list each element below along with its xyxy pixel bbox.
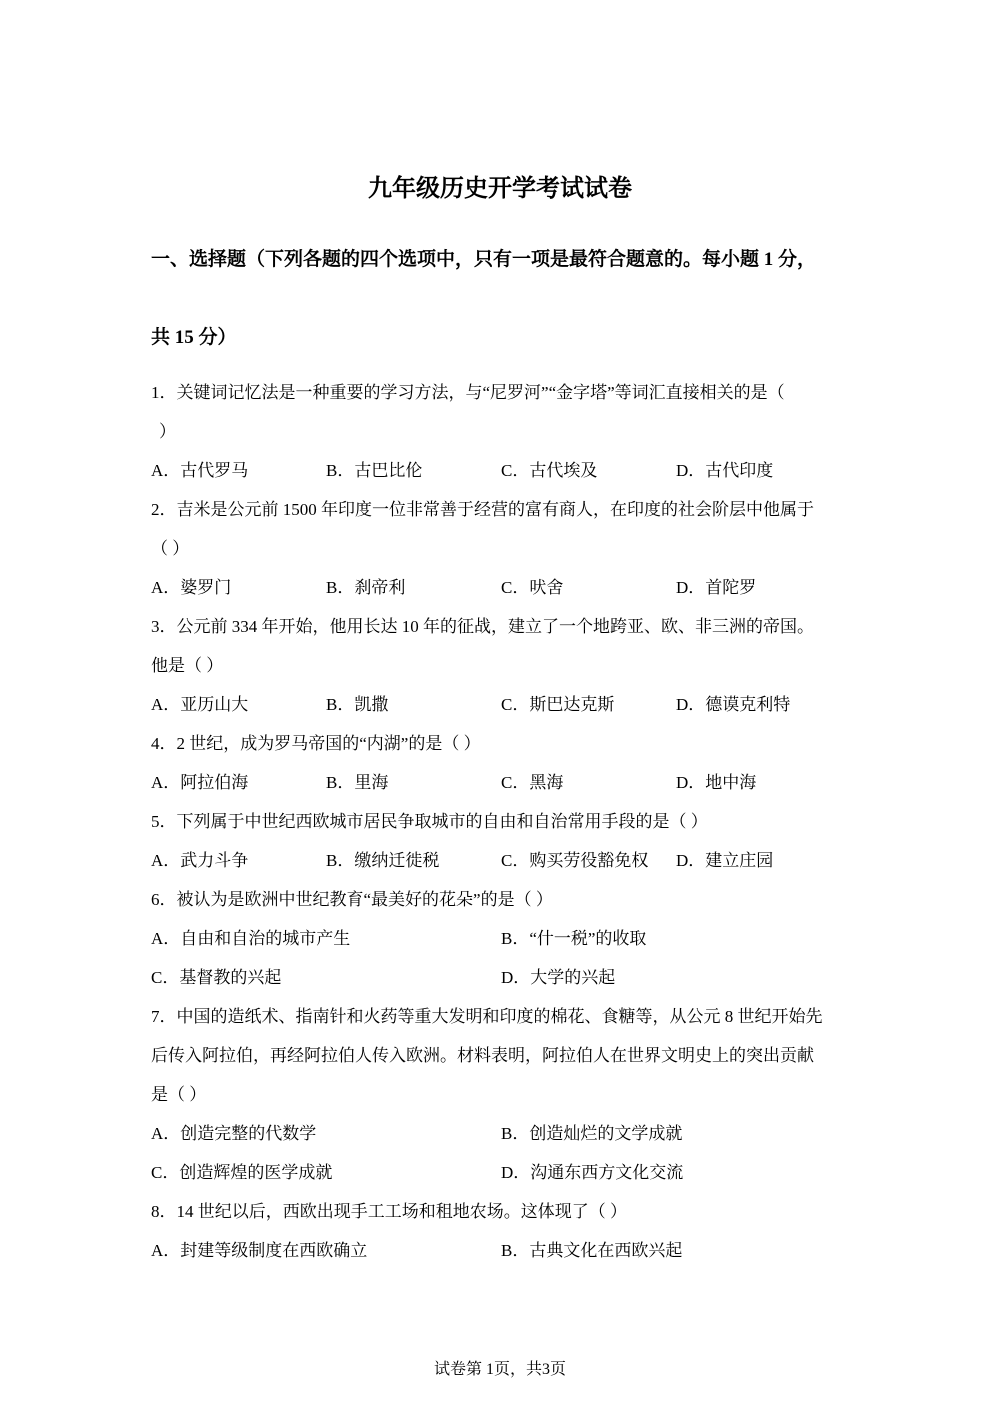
option-b: B．古巴比伦 xyxy=(326,461,423,480)
option-c: C．斯巴达克斯 xyxy=(501,695,615,714)
option-b: B．凯撒 xyxy=(326,695,389,714)
question-text: 5．下列属于中世纪西欧城市居民争取城市的自由和自治常用手段的是（ ） xyxy=(151,812,708,831)
option-d: D．地中海 xyxy=(676,773,757,792)
option-b: B．缴纳迁徙税 xyxy=(326,851,440,870)
option-a: A．自由和自治的城市产生 xyxy=(151,929,351,948)
option-d: D．德谟克利特 xyxy=(676,695,791,714)
section-heading-line-2: 共 15 分） xyxy=(151,327,237,348)
question-text: 7．中国的造纸术、指南针和火药等重大发明和印度的棉花、食糖等，从公元 8 世纪开始先 xyxy=(151,1007,823,1026)
option-a: A．亚历山大 xyxy=(151,695,249,714)
option-c: C．吠舍 xyxy=(501,578,564,597)
exam-title: 九年级历史开学考试试卷 xyxy=(368,176,632,202)
option-a: A．封建等级制度在西欧确立 xyxy=(151,1241,368,1260)
option-b: B．“什一税”的收取 xyxy=(501,929,647,948)
question-text: （ ） xyxy=(151,539,190,558)
option-b: B．创造灿烂的文学成就 xyxy=(501,1124,683,1143)
option-d: D．古代印度 xyxy=(676,461,774,480)
question-text: 4．2 世纪，成为罗马帝国的“内湖”的是（ ） xyxy=(151,734,481,753)
option-c: C．黑海 xyxy=(501,773,564,792)
page-footer: 试卷第 1页，共3页 xyxy=(433,1361,566,1378)
option-d: D．首陀罗 xyxy=(676,578,757,597)
question-text: 8．14 世纪以后，西欧出现手工工场和租地农场。这体现了（ ） xyxy=(151,1202,627,1221)
option-d: D．建立庄园 xyxy=(676,851,774,870)
option-b: B．刹帝利 xyxy=(326,578,406,597)
option-a: A．阿拉伯海 xyxy=(151,773,249,792)
option-c: C．基督教的兴起 xyxy=(151,968,282,987)
question-text: 1．关键词记忆法是一种重要的学习方法，与“尼罗河”“金字塔”等词汇直接相关的是（ xyxy=(151,383,785,402)
question-text: 2．吉米是公元前 1500 年印度一位非常善于经营的富有商人，在印度的社会阶层中他属于 xyxy=(151,500,814,519)
option-a: A．婆罗门 xyxy=(151,578,232,597)
option-a: A．武力斗争 xyxy=(151,851,249,870)
question-text: ） xyxy=(159,422,176,441)
question-text: 后传入阿拉伯，再经阿拉伯人传入欧洲。材料表明，阿拉伯人在世界文明史上的突出贡献 xyxy=(151,1046,814,1065)
option-b: B．古典文化在西欧兴起 xyxy=(501,1241,683,1260)
question-text: 是（ ） xyxy=(151,1085,207,1104)
option-a: A．古代罗马 xyxy=(151,461,249,480)
option-c: C．购买劳役豁免权 xyxy=(501,851,649,870)
option-b: B．里海 xyxy=(326,773,389,792)
question-text: 3．公元前 334 年开始，他用长达 10 年的征战，建立了一个地跨亚、欧、非三洲的帝国。 xyxy=(151,617,814,636)
section-heading-line-1: 一、选择题（下列各题的四个选项中，只有一项是最符合题意的。每小题 1 分， xyxy=(151,249,817,270)
question-text: 他是（ ） xyxy=(151,656,224,675)
option-d: D．大学的兴起 xyxy=(501,968,616,987)
option-c: C．古代埃及 xyxy=(501,461,598,480)
question-text: 6．被认为是欧洲中世纪教育“最美好的花朵”的是（ ） xyxy=(151,890,553,909)
option-c: C．创造辉煌的医学成就 xyxy=(151,1163,333,1182)
option-a: A．创造完整的代数学 xyxy=(151,1124,317,1143)
option-d: D．沟通东西方文化交流 xyxy=(501,1163,684,1182)
